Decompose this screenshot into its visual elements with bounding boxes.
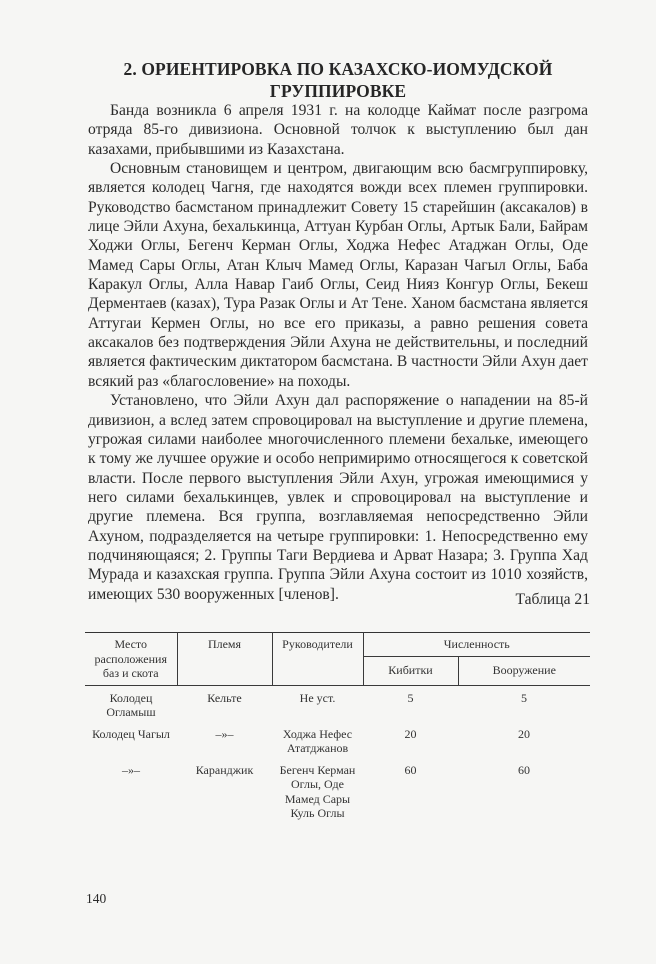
header-count: Численность — [363, 633, 590, 657]
cell-arms: 60 — [518, 762, 530, 777]
cell-arms: 5 — [521, 690, 527, 705]
cell-tribe: Каранджик — [195, 762, 254, 777]
cell-leaders: Бегенч Керман Оглы, Оде Мамед Сары Куль Оглы — [279, 762, 356, 820]
header-leaders: Руководители — [272, 633, 363, 686]
cell-tribe: Кельте — [207, 690, 242, 705]
cell-leaders: Ходжа Нефес Ататджанов — [282, 726, 353, 755]
cell-tents: 20 — [404, 726, 417, 741]
section-heading-line-2: ГРУППИРОВКЕ — [269, 81, 407, 101]
cell-location: –»– — [122, 762, 140, 777]
cell-arms: 20 — [518, 726, 530, 741]
header-tents: Кибитки — [363, 656, 458, 685]
table-caption: Таблица 21 — [515, 591, 590, 608]
header-arms: Вооружение — [458, 656, 590, 685]
page-number: 140 — [86, 891, 107, 906]
paragraph: Основным становищем и центром, двигающим всю басмгруппировку, является колодец Чагня, где находятся вожди всех племен группировки. Руководство басмстаном принадлежит Совету 15 старейшин (аксакалов) в лице Эйли Ахуна, бехалькинца, Аттуан Курбан Оглы, Артык Бали, Байрам Ходжи Оглы, Бегенч Керман Оглы, Ходжа Нефес Атаджан Оглы, Оде Мамед Сары Оглы, Атан Клыч Мамед Оглы, Каразан Чагыл Оглы, Баба Каракул Оглы, Алла Навар Гаиб Оглы, Сеид Нияз Конгур Оглы, Бекеш Дерментаев (казах), Тура Разак Оглы и Ат Тене. Ханом басмстана является Аттугаи Кермен Оглы, но все его приказы, а равно решения совета аксакалов без подтверждения Эйли Ахуна не действительны, и последний является фактическим диктатором басмстана. В частности Эйли Ахун дает всякий раз «благословение» на походы. — [88, 160, 588, 390]
table-row — [85, 723, 590, 759]
header-tribe: Племя — [177, 633, 272, 686]
cell-leaders: Не уст. — [299, 690, 336, 705]
section-heading-line-1: 2. ОРИЕНТИРОВКА ПО КАЗАХСКО-ИОМУДСКОЙ — [123, 59, 553, 79]
data-table — [85, 632, 590, 824]
cell-tents: 60 — [404, 762, 417, 777]
table-row — [85, 685, 590, 723]
header-location: Место расположения баз и скота — [85, 633, 177, 686]
cell-tents: 5 — [407, 690, 414, 705]
paragraph: Банда возникла 6 апреля 1931 г. на колодце Каймат после разгрома отряда 85-го дивизиона. Основной толчок к выступлению был дан казахами, прибывшими из Казахстана. — [88, 102, 588, 158]
body-text — [88, 101, 588, 604]
cell-location: Колодец Чагыл — [92, 726, 170, 741]
table-row — [85, 759, 590, 824]
section-heading — [88, 58, 588, 102]
cell-location: Колодец Огламыш — [106, 690, 156, 719]
paragraph: Установлено, что Эйли Ахун дал распоряжение о нападении на 85-й дивизион, а вслед затем спровоцировал на выступление и другие племена, угрожая силами наиболее многочисленного племени бехальке, имеющего к тому же лучшее оружие и особо непримиримо относящегося к советской власти. После первого выступления Эйли Ахун, угрожая имеющимися у него силами бехалькинцев, увлек и спровоцировал на выступление и другие племена. Вся группа, возглавляемая непосредственно Эйли Ахуном, подразделяется на четыре группировки: 1. Непосредственно ему подчиняющаяся; 2. Группы Таги Вердиева и Арват Назара; 3. Группа Хад Мурада и казахская группа. Группа Эйли Ахуна состоит из 1010 хозяйств, имеющих 530 вооруженных [членов]. — [88, 392, 588, 603]
cell-tribe: –»– — [215, 726, 234, 741]
